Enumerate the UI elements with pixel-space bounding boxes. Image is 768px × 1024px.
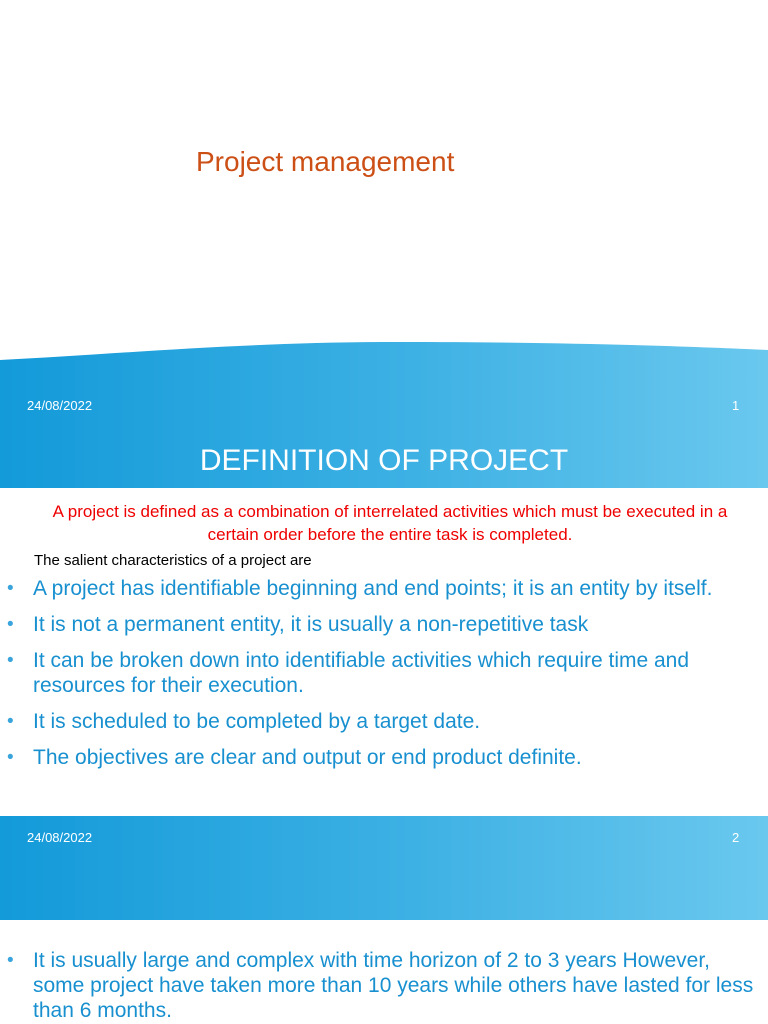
- slide-1-date: 24/08/2022: [27, 398, 93, 413]
- slide-3-list: [0, 948, 768, 1024]
- bullet-icon: •: [7, 578, 14, 599]
- slide-3: [0, 920, 768, 1024]
- slide-1: [0, 0, 768, 488]
- list-item: [0, 612, 768, 637]
- bullet-icon: •: [7, 614, 14, 635]
- slide-1-page-number: 1: [732, 398, 740, 413]
- list-item-text: It is usually large and complex with time horizon of 2 to 3 years However, some project have taken more than 10 years while others have lasted for less than 6 months.: [33, 949, 754, 1022]
- slide-2-title: DEFINITION OF PROJECT: [199, 444, 569, 477]
- project-definition: A project is defined as a combination of interrelated activities which must be executed in a certain order before the entire task is completed.: [52, 502, 728, 544]
- slide-2: [0, 444, 768, 920]
- list-item: [0, 709, 768, 734]
- list-item: [0, 745, 768, 770]
- list-item-text: It is scheduled to be completed by a target date.: [33, 710, 481, 733]
- list-item: [0, 576, 768, 601]
- slide-2-date: 24/08/2022: [27, 830, 93, 845]
- bullet-icon: •: [7, 650, 14, 671]
- slide-1-title: Project management: [196, 146, 455, 177]
- list-item: [0, 648, 768, 698]
- list-item-text: A project has identifiable beginning and end points; it is an entity by itself.: [33, 577, 713, 600]
- slide-2-page-number: 2: [732, 830, 740, 845]
- characteristics-intro: The salient characteristics of a project are: [34, 552, 312, 569]
- slide-2-footer-band: [0, 816, 768, 920]
- bullet-icon: •: [7, 747, 14, 768]
- list-item-text: It can be broken down into identifiable activities which require time and resources for their execution.: [33, 649, 690, 697]
- list-item-text: It is not a permanent entity, it is usually a non-repetitive task: [33, 613, 589, 636]
- characteristics-list: [0, 576, 768, 781]
- bullet-icon: •: [7, 950, 14, 971]
- bullet-icon: •: [7, 711, 14, 732]
- list-item: [0, 948, 768, 1023]
- list-item-text: The objectives are clear and output or end product definite.: [33, 746, 582, 769]
